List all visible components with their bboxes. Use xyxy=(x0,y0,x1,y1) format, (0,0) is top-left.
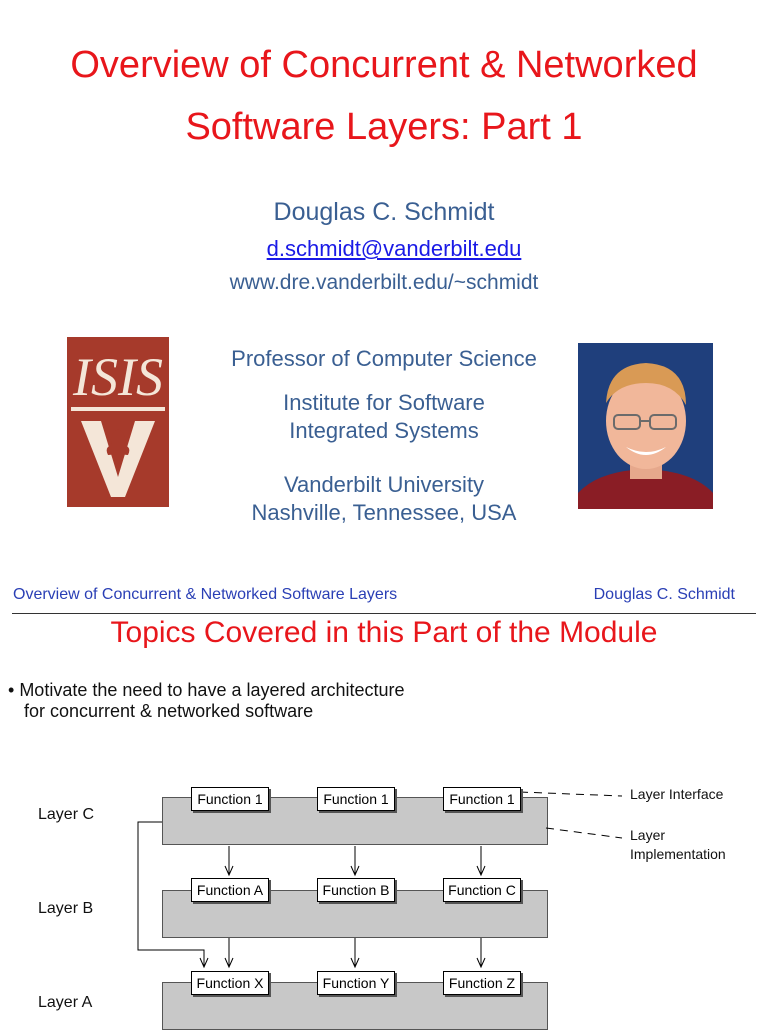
bullet-line-2: for concurrent & networked software xyxy=(24,701,314,721)
layer-b-label: Layer B xyxy=(38,900,94,917)
layer-a-function-y: Function Y xyxy=(317,971,395,995)
institute-line-1: Institute for Software xyxy=(283,390,485,415)
annotation-layer-impl-1: Layer xyxy=(630,827,666,843)
layer-a-function-z: Function Z xyxy=(443,971,521,995)
layer-b-function-b: Function B xyxy=(317,878,395,902)
layer-c-function-2: Function 1 xyxy=(317,787,395,811)
email-link[interactable]: d.schmidt@vanderbilt.edu xyxy=(266,236,522,261)
layer-a-label: Layer A xyxy=(38,994,93,1011)
layer-b-function-c: Function C xyxy=(443,878,521,902)
author-name: Douglas C. Schmidt xyxy=(273,198,495,226)
slide-header-left: Overview of Concurrent & Networked Software Layers xyxy=(13,586,398,603)
layer-a-function-x: Function X xyxy=(191,971,269,995)
slide-header-right: Douglas C. Schmidt xyxy=(593,586,735,603)
slide-title-line-2: Software Layers: Part 1 xyxy=(185,106,583,148)
logo-lettering: ISIS xyxy=(73,347,163,407)
university-name: Vanderbilt University xyxy=(283,472,485,497)
bullet-marker: • xyxy=(8,680,20,700)
annotation-layer-impl-2: Implementation xyxy=(630,846,726,862)
layer-b-function-a: Function A xyxy=(191,878,269,902)
layer-c-label: Layer C xyxy=(38,806,95,823)
layer-c-function-1: Function 1 xyxy=(191,787,269,811)
slide-2-title: Topics Covered in this Part of the Module xyxy=(110,616,658,649)
position-title: Professor of Computer Science xyxy=(231,346,537,371)
bullet-line-1: Motivate the need to have a layered architecture xyxy=(19,680,405,700)
institute-line-2: Integrated Systems xyxy=(289,418,479,443)
annotation-layer-interface: Layer Interface xyxy=(630,786,724,802)
university-location: Nashville, Tennessee, USA xyxy=(251,500,517,525)
slide-title-line-1: Overview of Concurrent & Networked xyxy=(70,44,698,86)
website-url: www.dre.vanderbilt.edu/~schmidt xyxy=(229,271,539,294)
layer-c-function-3: Function 1 xyxy=(443,787,521,811)
